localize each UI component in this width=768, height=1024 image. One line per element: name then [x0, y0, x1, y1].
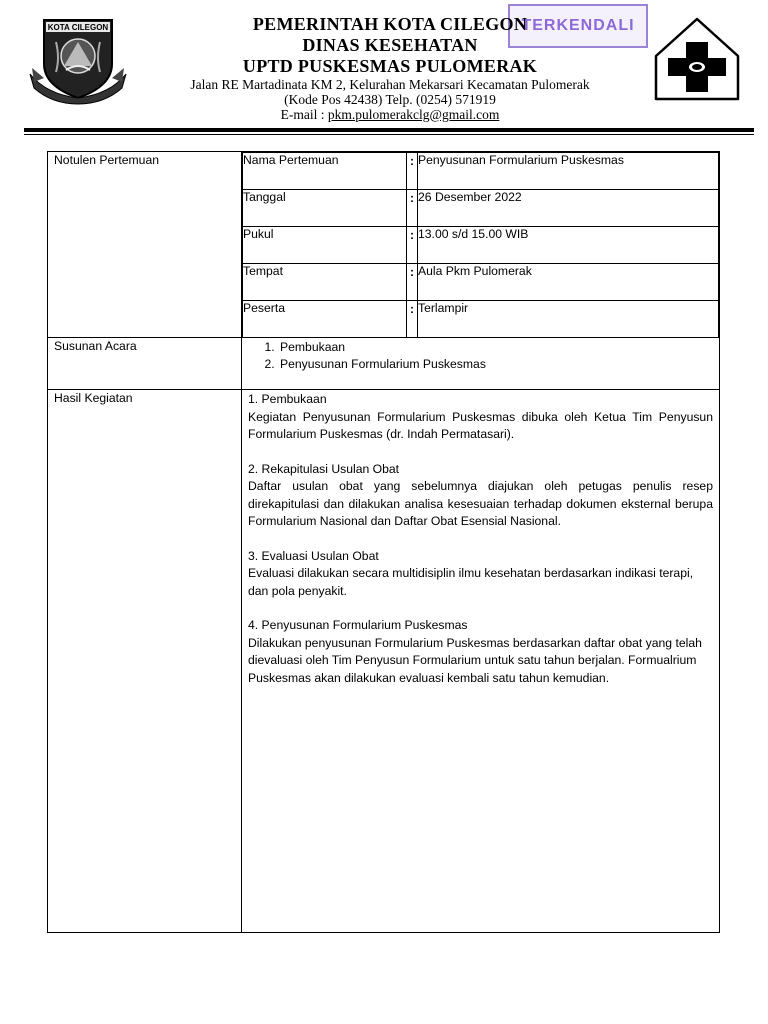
agenda-label: Susunan Acara	[48, 338, 242, 390]
field-row	[243, 227, 719, 264]
kota-cilegon-emblem-icon	[26, 12, 130, 106]
field-value: 26 Desember 2022	[418, 190, 719, 227]
result-section	[248, 617, 713, 687]
agenda-item: 1. Pembukaan	[278, 339, 719, 356]
agenda-row	[48, 338, 720, 390]
agenda-list	[242, 338, 719, 379]
letterhead-institution: UPTD PUSKESMAS PULOMERAK	[242, 56, 538, 76]
field-value: Aula Pkm Pulomerak	[418, 264, 719, 301]
field-value: Penyusunan Formularium Puskesmas	[418, 153, 719, 190]
meeting-fields-cell	[242, 152, 720, 338]
result-section-body: Evaluasi dilakukan secara multidisiplin ilmu kesehatan berdasarkan indikasi terapi, dan pola penyakit.	[248, 566, 694, 598]
result-section-body: Daftar usulan obat yang sebelumnya diajukan oleh petugas penulis resep direkapitulasi dan dilakukan analisa kesesuaian terhadap dokumen eksternal berupa Formularium Nasional dan Daftar Obat Esensial Nasional.	[248, 479, 713, 528]
field-row	[243, 153, 719, 190]
letterhead-address: Jalan RE Martadinata KM 2, Kelurahan Mekarsari Kecamatan Pulomerak	[190, 77, 590, 92]
field-sep: :	[407, 227, 418, 264]
logo-top-text: KOTA CILEGON	[47, 23, 109, 32]
field-row	[243, 190, 719, 227]
field-value: Terlampir	[418, 301, 719, 338]
field-sep: :	[407, 301, 418, 338]
field-key: Peserta	[243, 301, 407, 338]
email-link[interactable]: pkm.pulomerakclg@gmail.com	[327, 107, 500, 122]
letterhead-postal-phone: (Kode Pos 42438) Telp. (0254) 571919	[284, 92, 496, 107]
field-row	[243, 301, 719, 338]
meeting-section-label: Notulen Pertemuan	[48, 152, 242, 338]
email-label: E-mail :	[280, 107, 328, 122]
letterhead-department: DINAS KESEHATAN	[302, 35, 478, 55]
result-section-title: 4. Penyusunan Formularium Puskesmas	[248, 618, 468, 632]
result-section	[248, 548, 713, 601]
letterhead	[130, 14, 650, 122]
field-key: Tanggal	[243, 190, 407, 227]
field-sep: :	[407, 153, 418, 190]
results-row	[48, 390, 720, 933]
results-cell	[242, 390, 720, 933]
field-row	[243, 264, 719, 301]
result-section-title: 2. Rekapitulasi Usulan Obat	[248, 461, 400, 476]
field-value: 13.00 s/d 15.00 WIB	[418, 227, 719, 264]
meeting-fields	[242, 152, 719, 337]
letterhead-government: PEMERINTAH KOTA CILEGON	[252, 14, 528, 34]
results-label: Hasil Kegiatan	[48, 390, 242, 933]
puskesmas-logo	[652, 16, 742, 102]
result-section-title: 1. Pembukaan	[248, 392, 327, 406]
field-sep: :	[407, 190, 418, 227]
letterhead-rule-thin	[24, 134, 754, 135]
field-key: Nama Pertemuan	[243, 153, 407, 190]
meeting-info-row	[48, 152, 720, 338]
result-section	[248, 461, 713, 531]
letterhead-rule-thick	[24, 128, 754, 132]
result-section-body: Kegiatan Penyusunan Formularium Puskesmas dibuka oleh Ketua Tim Penyusun Formularium Puskesmas (dr. Indah Permatasari).	[248, 409, 713, 441]
field-key: Pukul	[243, 227, 407, 264]
letterhead-email-row	[130, 107, 650, 122]
field-key: Tempat	[243, 264, 407, 301]
result-section	[248, 391, 713, 444]
result-section-title: 3. Evaluasi Usulan Obat	[248, 548, 379, 563]
agenda-cell	[242, 338, 720, 390]
puskesmas-emblem-icon	[652, 16, 742, 102]
result-section-body: Dilakukan penyusunan Formularium Puskesmas berdasarkan daftar obat yang telah dievaluasi oleh Tim Penyusun Formularium untuk satu tahun berjalan. Formualrium Puskesmas akan dilakukan evaluasi kembali satu tahun kemudian.	[248, 635, 702, 685]
results-content	[242, 390, 719, 705]
kota-cilegon-logo	[26, 12, 130, 106]
terkendali-stamp: TERKENDALI	[508, 4, 648, 48]
minutes-table	[47, 151, 720, 933]
agenda-item: 2. Penyusunan Formularium Puskesmas	[278, 356, 719, 373]
field-sep: :	[407, 264, 418, 301]
